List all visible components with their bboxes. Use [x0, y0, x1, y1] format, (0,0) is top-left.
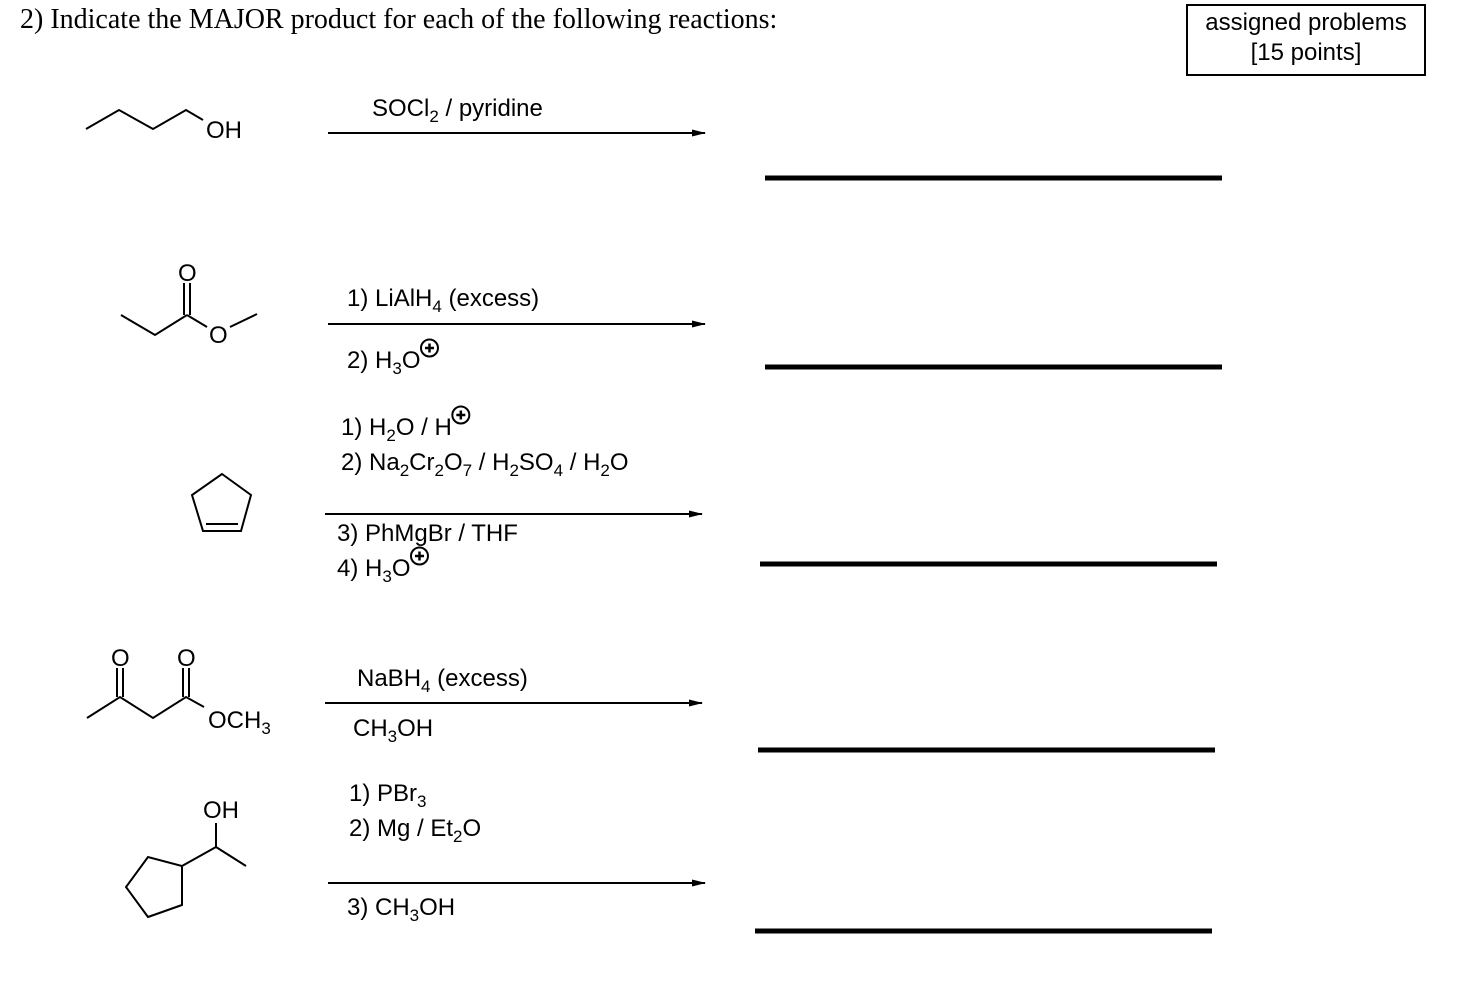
reactant-4-label-ketone-o: O [111, 645, 130, 672]
reagent-line: 2) $Na_2Cr_2O_7 / H_2SO_4 / H_2O$ [341, 449, 629, 480]
reagent-line: 1) LiAlH$_4$ (excess) [347, 285, 540, 316]
reagent-line: 1) PBr$_3$ [349, 780, 427, 811]
reagents-3-above [341, 407, 629, 481]
reactant-4-label-och3: $OCH_3$ [208, 707, 271, 738]
reactant-1-label-oh: OH [206, 117, 242, 144]
reagents-4-above [357, 665, 528, 696]
reaction-2 [121, 260, 1222, 378]
reaction-3 [192, 407, 1217, 587]
reactant-3-structure [192, 474, 251, 531]
reactant-5-label-oh: OH [203, 797, 239, 824]
points-box-line2: [15 points] [1250, 39, 1362, 66]
reagent-line: SOCl$_2$ / pyridine [372, 95, 543, 126]
reaction-4 [87, 645, 1215, 750]
reactant-5-structure [126, 797, 246, 917]
reagents-4-below [353, 715, 433, 746]
reaction-1 [86, 95, 1222, 178]
reagent-line: 3) $CH_3OH$ [347, 894, 456, 925]
reagents-2-above [347, 285, 539, 316]
points-box-line1: assigned problems [1205, 9, 1407, 36]
reagent-line: 1) $H_2O$ / H [341, 414, 452, 445]
reactant-4-structure [87, 645, 271, 738]
reactant-2-label-ester-o: O [209, 322, 228, 349]
reagents-5-above [349, 780, 481, 846]
reagent-line: 2) $H_3O$ [347, 347, 421, 378]
reactant-4-label-ester-o: O [177, 645, 196, 672]
reagent-line: $CH_3OH$ [353, 715, 434, 746]
question-title: 2) Indicate the MAJOR product for each of the following reactions: [20, 4, 778, 35]
reaction-5 [126, 780, 1212, 931]
reagent-line: 3) PhMgBr / THF [337, 520, 518, 547]
reactant-2-structure [121, 260, 257, 349]
reactant-1-structure [86, 110, 242, 144]
reagents-2-below [347, 340, 438, 379]
reagents-5-below [347, 894, 455, 925]
reagent-line: NaBH$_4$ (excess) [357, 665, 528, 696]
reactant-2-label-carbonyl-o: O [178, 260, 197, 287]
reagent-line: 2) Mg / $Et_2O$ [349, 815, 482, 846]
reagents-1-above [372, 95, 543, 126]
reagents-3-below [337, 520, 518, 586]
reagent-line: 4) $H_3O$ [337, 555, 411, 586]
